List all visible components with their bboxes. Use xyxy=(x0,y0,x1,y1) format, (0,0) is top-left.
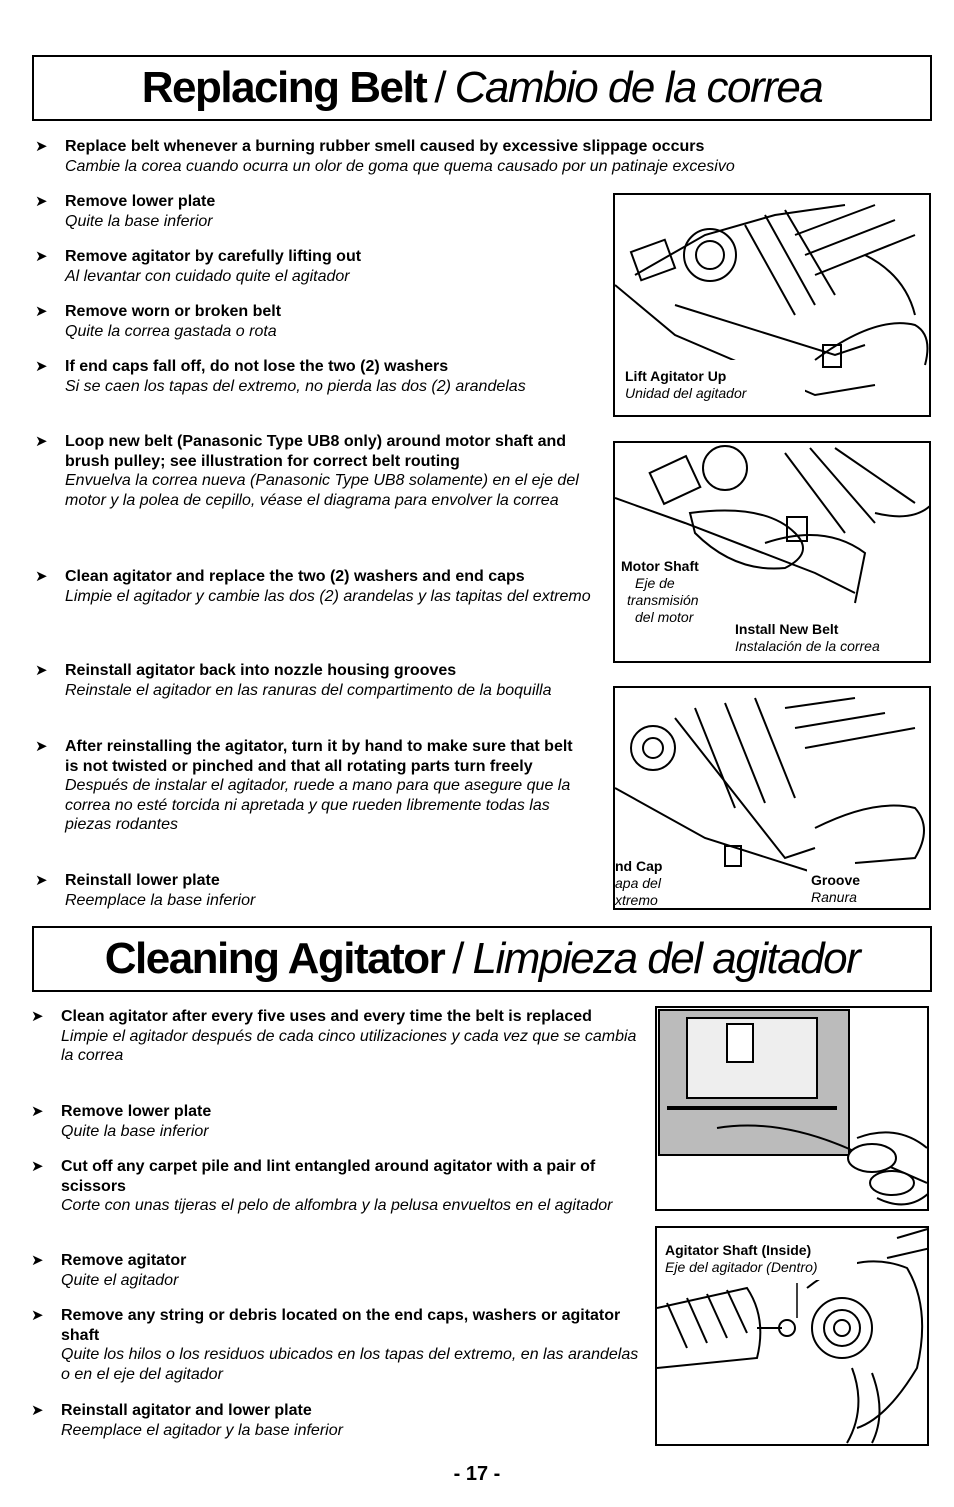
arrow-bullet-icon: ➤ xyxy=(35,433,48,450)
step-en: Cut off any carpet pile and lint entangled around agitator with a pair of scissors xyxy=(61,1158,596,1195)
caption-en: Lift Agitator Up xyxy=(625,368,727,384)
arrow-bullet-icon: ➤ xyxy=(35,872,48,889)
step-item xyxy=(35,737,585,835)
arrow-bullet-icon: ➤ xyxy=(31,1008,44,1025)
step-item xyxy=(35,247,585,286)
step-item xyxy=(35,192,585,231)
caption-es: del motor xyxy=(635,609,694,625)
step-es: Envuelva la correa nueva (Panasonic Type UB8 solamente) en el eje del motor y la polea de cepillo, véase el diagrama para envolver la correa xyxy=(65,472,579,509)
title-en: Cleaning Agitator xyxy=(104,934,445,983)
step-en: Remove worn or broken belt xyxy=(65,303,282,320)
caption-es: Eje de xyxy=(635,575,675,591)
step-en: Remove any string or debris located on the end caps, washers or agitator shaft xyxy=(61,1307,621,1344)
step-item xyxy=(31,1251,646,1290)
step-en: Clean agitator and replace the two (2) washers and end caps xyxy=(65,568,525,585)
caption-lift-agitator xyxy=(625,368,746,402)
step-es: Quite los hilos o los residuos ubicados en los tapas del extremo, en las arandelas o en el eje del agitador xyxy=(61,1346,639,1383)
title-en: Replacing Belt xyxy=(141,63,427,112)
figure-lift-agitator xyxy=(613,193,931,417)
caption-groove xyxy=(811,872,860,906)
step-es: Cambie la corea cuando ocurra un olor de goma que quema causado por un patinaje excesivo xyxy=(65,157,735,175)
step-item xyxy=(31,1401,646,1440)
title-es: Limpieza del agitador xyxy=(472,934,860,983)
step-en: Reinstall agitator and lower plate xyxy=(61,1402,312,1419)
step-en: Replace belt whenever a burning rubber smell caused by excessive slippage occurs xyxy=(65,138,705,155)
step-en: Reinstall lower plate xyxy=(65,872,220,889)
step-item xyxy=(35,137,925,176)
step-es: Reemplace el agitador y la base inferior xyxy=(61,1421,343,1439)
step-item xyxy=(35,871,585,910)
scissors-cutting-illustration xyxy=(657,1008,929,1211)
step-item xyxy=(31,1102,646,1141)
figure-install-belt xyxy=(613,441,931,663)
step-en: Clean agitator after every five uses and every time the belt is replaced xyxy=(61,1008,592,1025)
title-separator: / xyxy=(434,63,447,112)
title-separator: / xyxy=(452,934,465,983)
arrow-bullet-icon: ➤ xyxy=(31,1103,44,1120)
caption-agitator-shaft xyxy=(665,1242,818,1276)
step-en: Remove agitator xyxy=(61,1252,187,1269)
step-en: Reinstall agitator back into nozzle housing grooves xyxy=(65,662,457,679)
arrow-bullet-icon: ➤ xyxy=(35,662,48,679)
caption-es: xtremo xyxy=(615,892,658,908)
step-item xyxy=(31,1157,651,1216)
step-item xyxy=(31,1007,646,1066)
caption-en: nd Cap xyxy=(615,858,663,874)
step-es: Quite la base inferior xyxy=(61,1122,209,1140)
step-es: Quite la base inferior xyxy=(65,212,213,230)
arrow-bullet-icon: ➤ xyxy=(35,568,48,585)
arrow-bullet-icon: ➤ xyxy=(31,1158,44,1175)
caption-en: Groove xyxy=(811,872,861,888)
step-es: Reinstale el agitador en las ranuras del compartimento de la boquilla xyxy=(65,681,552,699)
figure-cut-lint xyxy=(655,1006,929,1211)
caption-en: Motor Shaft xyxy=(621,558,699,574)
step-es: Quite el agitador xyxy=(61,1271,179,1289)
section-title-cleaning-agitator xyxy=(32,926,932,992)
section-title-replacing-belt xyxy=(32,55,932,121)
caption-es: Unidad del agitador xyxy=(625,385,747,401)
title-es: Cambio de la correa xyxy=(454,63,823,112)
step-en: Remove agitator by carefully lifting out xyxy=(65,248,362,265)
arrow-bullet-icon: ➤ xyxy=(35,738,48,755)
arrow-bullet-icon: ➤ xyxy=(31,1402,44,1419)
step-es: Quite la correa gastada o rota xyxy=(65,322,277,340)
arrow-bullet-icon: ➤ xyxy=(35,193,48,210)
caption-es: Instalación de la correa xyxy=(735,638,880,654)
arrow-bullet-icon: ➤ xyxy=(35,358,48,375)
caption-es: Ranura xyxy=(811,889,857,905)
page-number: - 17 - xyxy=(453,1463,501,1485)
arrow-bullet-icon: ➤ xyxy=(31,1307,44,1324)
caption-end-cap xyxy=(615,858,662,909)
step-item xyxy=(31,1306,646,1384)
step-es: Después de instalar el agitador, ruede a mano para que asegure que la correa no esté torcida ni apretada y que rueden libremente todas las piezas rodantes xyxy=(65,777,571,833)
caption-es: apa del xyxy=(615,875,661,891)
step-item xyxy=(35,432,600,510)
caption-install-belt xyxy=(735,621,880,655)
step-es: Al levantar con cuidado quite el agitador xyxy=(65,267,350,285)
step-es: Limpie el agitador y cambie las dos (2) arandelas y las tapitas del extremo xyxy=(65,587,591,605)
step-item xyxy=(35,302,585,341)
step-es: Corte con unas tijeras el pelo de alfombra y la pelusa envueltos en el agitador xyxy=(61,1197,613,1214)
step-item xyxy=(35,661,605,700)
figure-agitator-shaft xyxy=(655,1226,929,1446)
step-en: Loop new belt (Panasonic Type UB8 only) around motor shaft and brush pulley; see illustration for correct belt routing xyxy=(65,433,567,470)
arrow-bullet-icon: ➤ xyxy=(35,138,48,155)
caption-es: transmisión xyxy=(627,592,699,608)
arrow-bullet-icon: ➤ xyxy=(31,1252,44,1269)
step-item xyxy=(35,357,565,396)
step-item xyxy=(35,567,600,606)
step-es: Limpie el agitador después de cada cinco utilizaciones y cada vez que se cambia la correa xyxy=(61,1027,637,1064)
arrow-bullet-icon: ➤ xyxy=(35,303,48,320)
step-en: If end caps fall off, do not lose the two (2) washers xyxy=(65,358,449,375)
caption-en: Agitator Shaft (Inside) xyxy=(665,1242,812,1258)
step-en: Remove lower plate xyxy=(61,1103,212,1120)
caption-en: Install New Belt xyxy=(735,621,839,637)
caption-es: Eje del agitador (Dentro) xyxy=(665,1259,818,1275)
step-es: Si se caen los tapas del extremo, no pierda las dos (2) arandelas xyxy=(65,377,526,395)
caption-motor-shaft xyxy=(621,558,699,626)
step-es: Reemplace la base inferior xyxy=(65,891,256,909)
step-en: Remove lower plate xyxy=(65,193,216,210)
arrow-bullet-icon: ➤ xyxy=(35,248,48,265)
figure-end-cap-groove xyxy=(613,686,931,910)
step-en: After reinstalling the agitator, turn it by hand to make sure that belt is not twisted or pinched and that all rotating parts turn freely xyxy=(65,738,573,775)
